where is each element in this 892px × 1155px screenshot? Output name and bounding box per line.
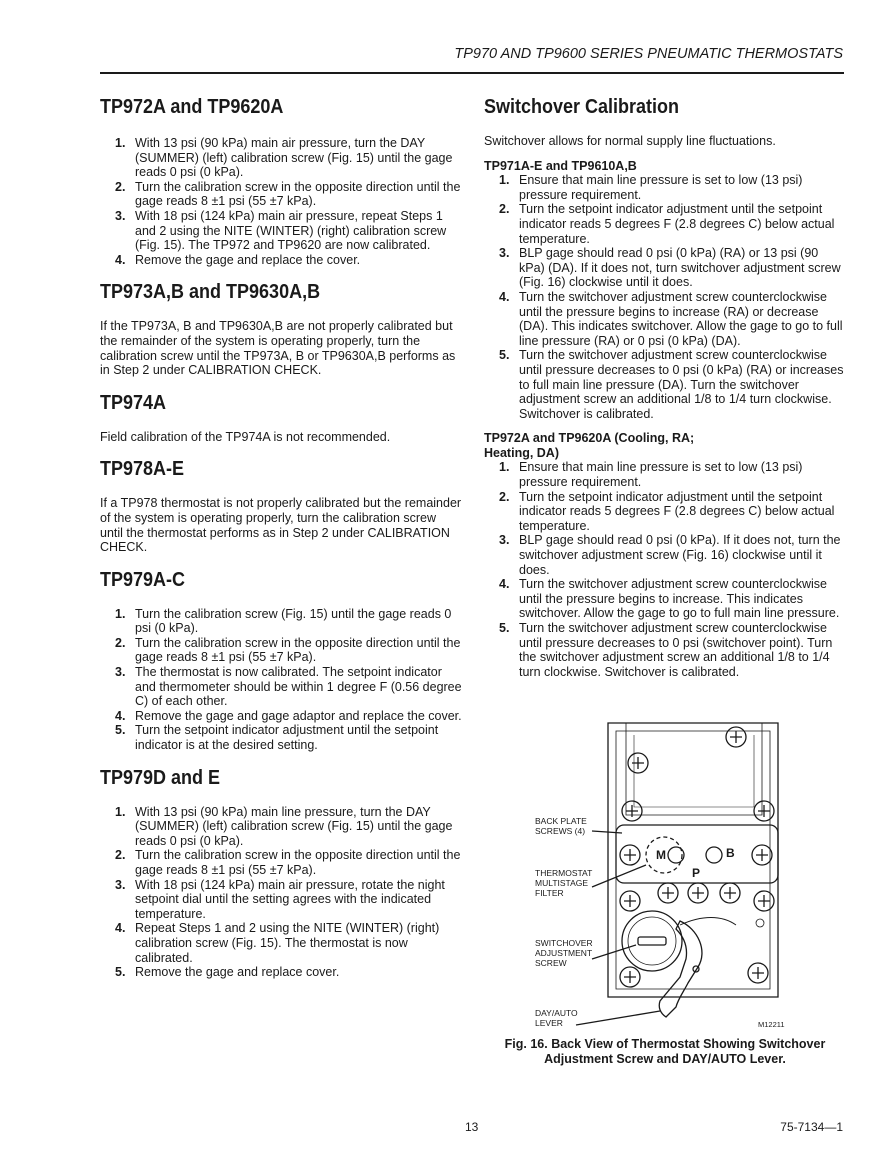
section-title: TP979D and E <box>100 766 221 789</box>
step-item: 2. Turn the setpoint indicator adjustment until the setpoint indicator reads 5 degrees F (2.8 degrees C) below actual temperature. <box>499 202 835 246</box>
day-auto-lever <box>659 921 702 1017</box>
screw-icon <box>620 967 640 987</box>
screw-icon <box>754 801 774 821</box>
step-text: Turn the setpoint indicator adjustment until the setpoint indicator reads 5 degrees F (2.8 degrees C) below actual temperature. <box>519 202 835 246</box>
step-item: 3. With 18 psi (124 kPa) main air pressure, repeat Steps 1 and 2 using the NITE (WINTER) (right) calibration screw (Fig. 15). The TP972 and TP9620 are now calibrated. <box>115 208 447 253</box>
subsection-title-cont: Heating, DA) <box>484 445 559 460</box>
label-line: LEVER <box>535 1018 563 1028</box>
caption-line: Fig. 16. Back View of Thermostat Showing Switchover <box>504 1037 826 1051</box>
label-line: SCREW <box>535 958 567 968</box>
caption-line: Adjustment Screw and DAY/AUTO Lever. <box>544 1051 786 1066</box>
switchover-dial <box>622 911 682 971</box>
step-text: Turn the switchover adjustment screw counterclockwise until pressure decreases to 0 psi (switchover point). Turn the switchover adjustment screw an additional 1/8 to 1/4 turn clockwise. Switchover is calibrated. <box>519 621 833 679</box>
step-text: With 18 psi (124 kPa) main air pressure, rotate the night setpoint dial until the setting agrees with the indicated temperature. <box>135 877 445 921</box>
step-text: With 13 psi (90 kPa) main line pressure, turn the DAY (SUMMER) (left) calibration screw (Fig. 15) until the gage reads 0 psi (0 kPa). <box>135 804 453 848</box>
step-item: 5. Turn the switchover adjustment screw counterclockwise until pressure decreases to 0 psi (switchover point). Turn the switchover adjustment screw an additional 1/8 to 1/4 turn clockwise. Switchover is calibrated. <box>499 621 833 679</box>
screw-icon <box>620 845 640 865</box>
step-item: 2. Turn the calibration screw in the opposite direction until the gage reads 8 ±1 psi (55 ±7 kPa). <box>115 635 461 665</box>
screw-icon <box>754 891 774 911</box>
section-title: TP979A-C <box>100 568 186 591</box>
thermostat-back-view-figure <box>530 715 805 1035</box>
step-item: 3. The thermostat is now calibrated. The setpoint indicator and thermometer should be within 1 degree F (0.56 degree C) of each other. <box>115 665 462 709</box>
step-text: With 18 psi (124 kPa) main air pressure, repeat Steps 1 and 2 using the NITE (WINTER) (right) calibration screw (Fig. 15). The TP972 and TP9620 are now calibrated. <box>135 208 447 253</box>
step-text: Turn the setpoint indicator adjustment until the setpoint indicator reads 5 degrees F (2.8 degrees C) below actual temperature. <box>519 489 835 533</box>
step-text: Remove the gage and replace cover. <box>135 965 340 980</box>
step-item: 4. Remove the gage and gage adaptor and replace the cover. <box>115 708 462 723</box>
port-b <box>706 847 722 863</box>
step-item: 1. Ensure that main line pressure is set to low (13 psi) pressure requirement. <box>499 173 803 202</box>
label-line: BACK PLATE <box>535 816 587 826</box>
step-text: Turn the switchover adjustment screw counterclockwise until pressure decreases to 0 psi (0 kPa) (RA) or increases to full main line pressure (DA). Turn the switchover adjustment screw an additional 1/8 to 1/4 turn clockwise. Switchover is calibrated. <box>519 348 844 421</box>
screw-icon <box>748 963 768 983</box>
section-title: TP972A and TP9620A <box>100 96 284 118</box>
port-m-label: M <box>656 848 666 862</box>
filter-label <box>535 868 592 898</box>
leader-line <box>576 1011 660 1025</box>
screw-icon <box>622 801 642 821</box>
subsection-title: TP972A and TP9620A (Cooling, RA; <box>484 431 695 446</box>
step-item: 5. Turn the setpoint indicator adjustment until the setpoint indicator is at the desired setting. <box>115 723 439 753</box>
section-text: If a TP978 thermostat is not properly calibrated but the remainder of the system is operating properly, turn the calibration screw until the thermostat performs as in Step 2 under CALIBRATION CHECK. <box>100 496 462 555</box>
step-text: Remove the gage and gage adaptor and replace the cover. <box>135 708 462 723</box>
step-text: Turn the calibration screw (Fig. 15) until the gage reads 0 psi (0 kPa). <box>135 606 452 636</box>
screw-icon <box>658 883 678 903</box>
label-line: FILTER <box>535 888 564 898</box>
screw-icon <box>726 727 746 747</box>
step-text: Turn the switchover adjustment screw counterclockwise until the pressure begins to increase (RA) or decrease (DA). This indicates switchover. Allow the gage to go to full line pressure (RA) or 0 psi (0 kPa) (DA). <box>519 289 843 348</box>
port-b-label: B <box>726 846 735 860</box>
step-text: With 13 psi (90 kPa) main air pressure, turn the DAY (SUMMER) (left) calibration screw (Fig. 15) until the gage reads 0 psi (0 kPa). <box>135 136 453 180</box>
leader-line <box>592 865 646 887</box>
step-text: Ensure that main line pressure is set to low (13 psi) pressure requirement. <box>519 173 803 202</box>
label-line: MULTISTAGE <box>535 878 589 888</box>
section-title: Switchover Calibration <box>484 96 680 118</box>
step-text: Ensure that main line pressure is set to low (13 psi) pressure requirement. <box>519 460 803 490</box>
document-number: 75-7134—1 <box>780 1120 843 1134</box>
screw-icon <box>620 891 640 911</box>
lever-label <box>535 1008 578 1028</box>
left-column <box>100 92 462 980</box>
step-list <box>100 607 462 753</box>
switchover-label <box>535 938 593 968</box>
screw-icon <box>752 845 772 865</box>
step-item: 1. Turn the calibration screw (Fig. 15) until the gage reads 0 psi (0 kPa). <box>115 606 452 636</box>
step-text: Repeat Steps 1 and 2 using the NITE (WINTER) (right) calibration screw (Fig. 15). The thermostat is now calibrated. <box>135 921 440 965</box>
figure-code: M12211 <box>758 1020 785 1029</box>
step-text: Remove the gage and replace the cover. <box>135 252 361 267</box>
section-text: If the TP973A, B and TP9630A,B are not properly calibrated but the remainder of the system is operating properly, turn the calibration screw until the TP973A, B or TP9630A,B performs as in Step 2 under CALIBRATION CHECK. <box>100 319 456 378</box>
leader-line <box>592 945 636 959</box>
right-column <box>484 92 846 679</box>
step-item: 1. Ensure that main line pressure is set to low (13 psi) pressure requirement. <box>499 460 803 490</box>
step-text: Turn the calibration screw in the opposite direction until the gage reads 8 ±1 psi (55 ±7 kPa). <box>135 635 461 665</box>
screw-icon <box>688 883 708 903</box>
step-item: 4. Repeat Steps 1 and 2 using the NITE (WINTER) (right) calibration screw (Fig. 15). The thermostat is now calibrated. <box>115 921 440 965</box>
section-title: TP973A,B and TP9630A,B <box>100 281 321 304</box>
step-text: BLP gage should read 0 psi (0 kPa) (RA) or 13 psi (90 kPa) (DA). If it does not, turn switchover adjustment screw (Fig. 16) clockwise until it does. <box>519 246 841 290</box>
step-item: 2. Turn the calibration screw in the opposite direction until the gage reads 8 ±1 psi (55 ±7 kPa). <box>115 179 461 209</box>
label-line: DAY/AUTO <box>535 1008 578 1018</box>
screw-icon <box>628 753 648 773</box>
page-number: 13 <box>465 1120 479 1134</box>
section-intro: Switchover allows for normal supply line fluctuations. <box>484 134 776 148</box>
step-item: 5. Remove the gage and replace cover. <box>115 965 340 980</box>
step-item: 2. Turn the calibration screw in the opposite direction until the gage reads 8 ±1 psi (55 ±7 kPa). <box>115 848 461 877</box>
step-text: BLP gage should read 0 psi (0 kPa). If it does not, turn the switchover adjustment screw (Fig. 16) clockwise until it does. <box>519 533 841 577</box>
step-item: 1. With 13 psi (90 kPa) main air pressure, turn the DAY (SUMMER) (left) calibration screw (Fig. 15) until the gage reads 0 psi (0 kPa). <box>115 136 453 180</box>
label-line: ADJUSTMENT <box>535 948 593 958</box>
step-list <box>100 805 462 980</box>
step-item: 5. Turn the switchover adjustment screw counterclockwise until pressure decreases to 0 psi (0 kPa) (RA) or increases to full main line pressure (DA). Turn the switchover adjustment screw an additional 1/8 to 1/4 turn clockwise. Switchover is calibrated. <box>499 348 844 421</box>
running-header: TP970 AND TP9600 SERIES PNEUMATIC THERMOSTATS <box>454 46 843 62</box>
step-item: 4. Remove the gage and replace the cover. <box>115 252 361 267</box>
back-plate-label <box>535 816 587 836</box>
step-item: 4. Turn the switchover adjustment screw counterclockwise until the pressure begins to increase. This indicates switchover. Allow the gage to go to full main line pressure. <box>499 577 840 621</box>
step-item: 4. Turn the switchover adjustment screw counterclockwise until the pressure begins to increase (RA) or decrease (DA). This indicates switchover. Allow the gage to go to full line pressure (RA) or 0 psi (0 kPa) (DA). <box>499 289 843 348</box>
step-list <box>100 136 462 267</box>
step-item: 1. With 13 psi (90 kPa) main line pressure, turn the DAY (SUMMER) (left) calibration screw (Fig. 15) until the gage reads 0 psi (0 kPa). <box>115 804 453 848</box>
section-title: TP974A <box>100 391 167 414</box>
label-line: THERMOSTAT <box>535 868 593 878</box>
label-line: SWITCHOVER <box>535 938 593 948</box>
step-text: Turn the calibration screw in the opposite direction until the gage reads 8 ±1 psi (55 ±7 kPa). <box>135 179 461 209</box>
step-item: 3. With 18 psi (124 kPa) main air pressure, rotate the night setpoint dial until the setting agrees with the indicated temperature. <box>115 877 445 921</box>
header-rule <box>100 72 844 74</box>
step-list <box>484 173 846 421</box>
step-text: The thermostat is now calibrated. The setpoint indicator and thermometer should be within 1 degree F (0.56 degree C) of each other. <box>135 665 462 709</box>
step-item: 3. BLP gage should read 0 psi (0 kPa) (RA) or 13 psi (90 kPa) (DA). If it does not, turn switchover adjustment screw (Fig. 16) clockwise until it does. <box>499 246 841 290</box>
step-text: Turn the switchover adjustment screw counterclockwise until the pressure begins to increase. This indicates switchover. Allow the gage to go to full main line pressure. <box>519 577 840 621</box>
step-text: Turn the setpoint indicator adjustment until the setpoint indicator is at the desired setting. <box>135 723 439 753</box>
section-text: Field calibration of the TP974A is not recommended. <box>100 429 391 444</box>
port-p-label: P <box>692 866 701 880</box>
subsection-title: TP971A-E and TP9610A,B <box>484 158 637 173</box>
section-title: TP978A-E <box>100 458 185 481</box>
step-text: Turn the calibration screw in the opposite direction until the gage reads 8 ±1 psi (55 ±7 kPa). <box>135 848 461 877</box>
label-line: SCREWS (4) <box>535 826 586 836</box>
switchover-screw-slot <box>638 937 666 945</box>
screw-icon <box>720 883 740 903</box>
step-item: 3. BLP gage should read 0 psi (0 kPa). If it does not, turn the switchover adjustment screw (Fig. 16) clockwise until it does. <box>499 533 841 577</box>
step-list <box>484 460 846 679</box>
leader-line <box>592 831 622 833</box>
figure-caption <box>484 1037 846 1066</box>
step-item: 2. Turn the setpoint indicator adjustment until the setpoint indicator reads 5 degrees F (2.8 degrees C) below actual temperature. <box>499 489 835 533</box>
